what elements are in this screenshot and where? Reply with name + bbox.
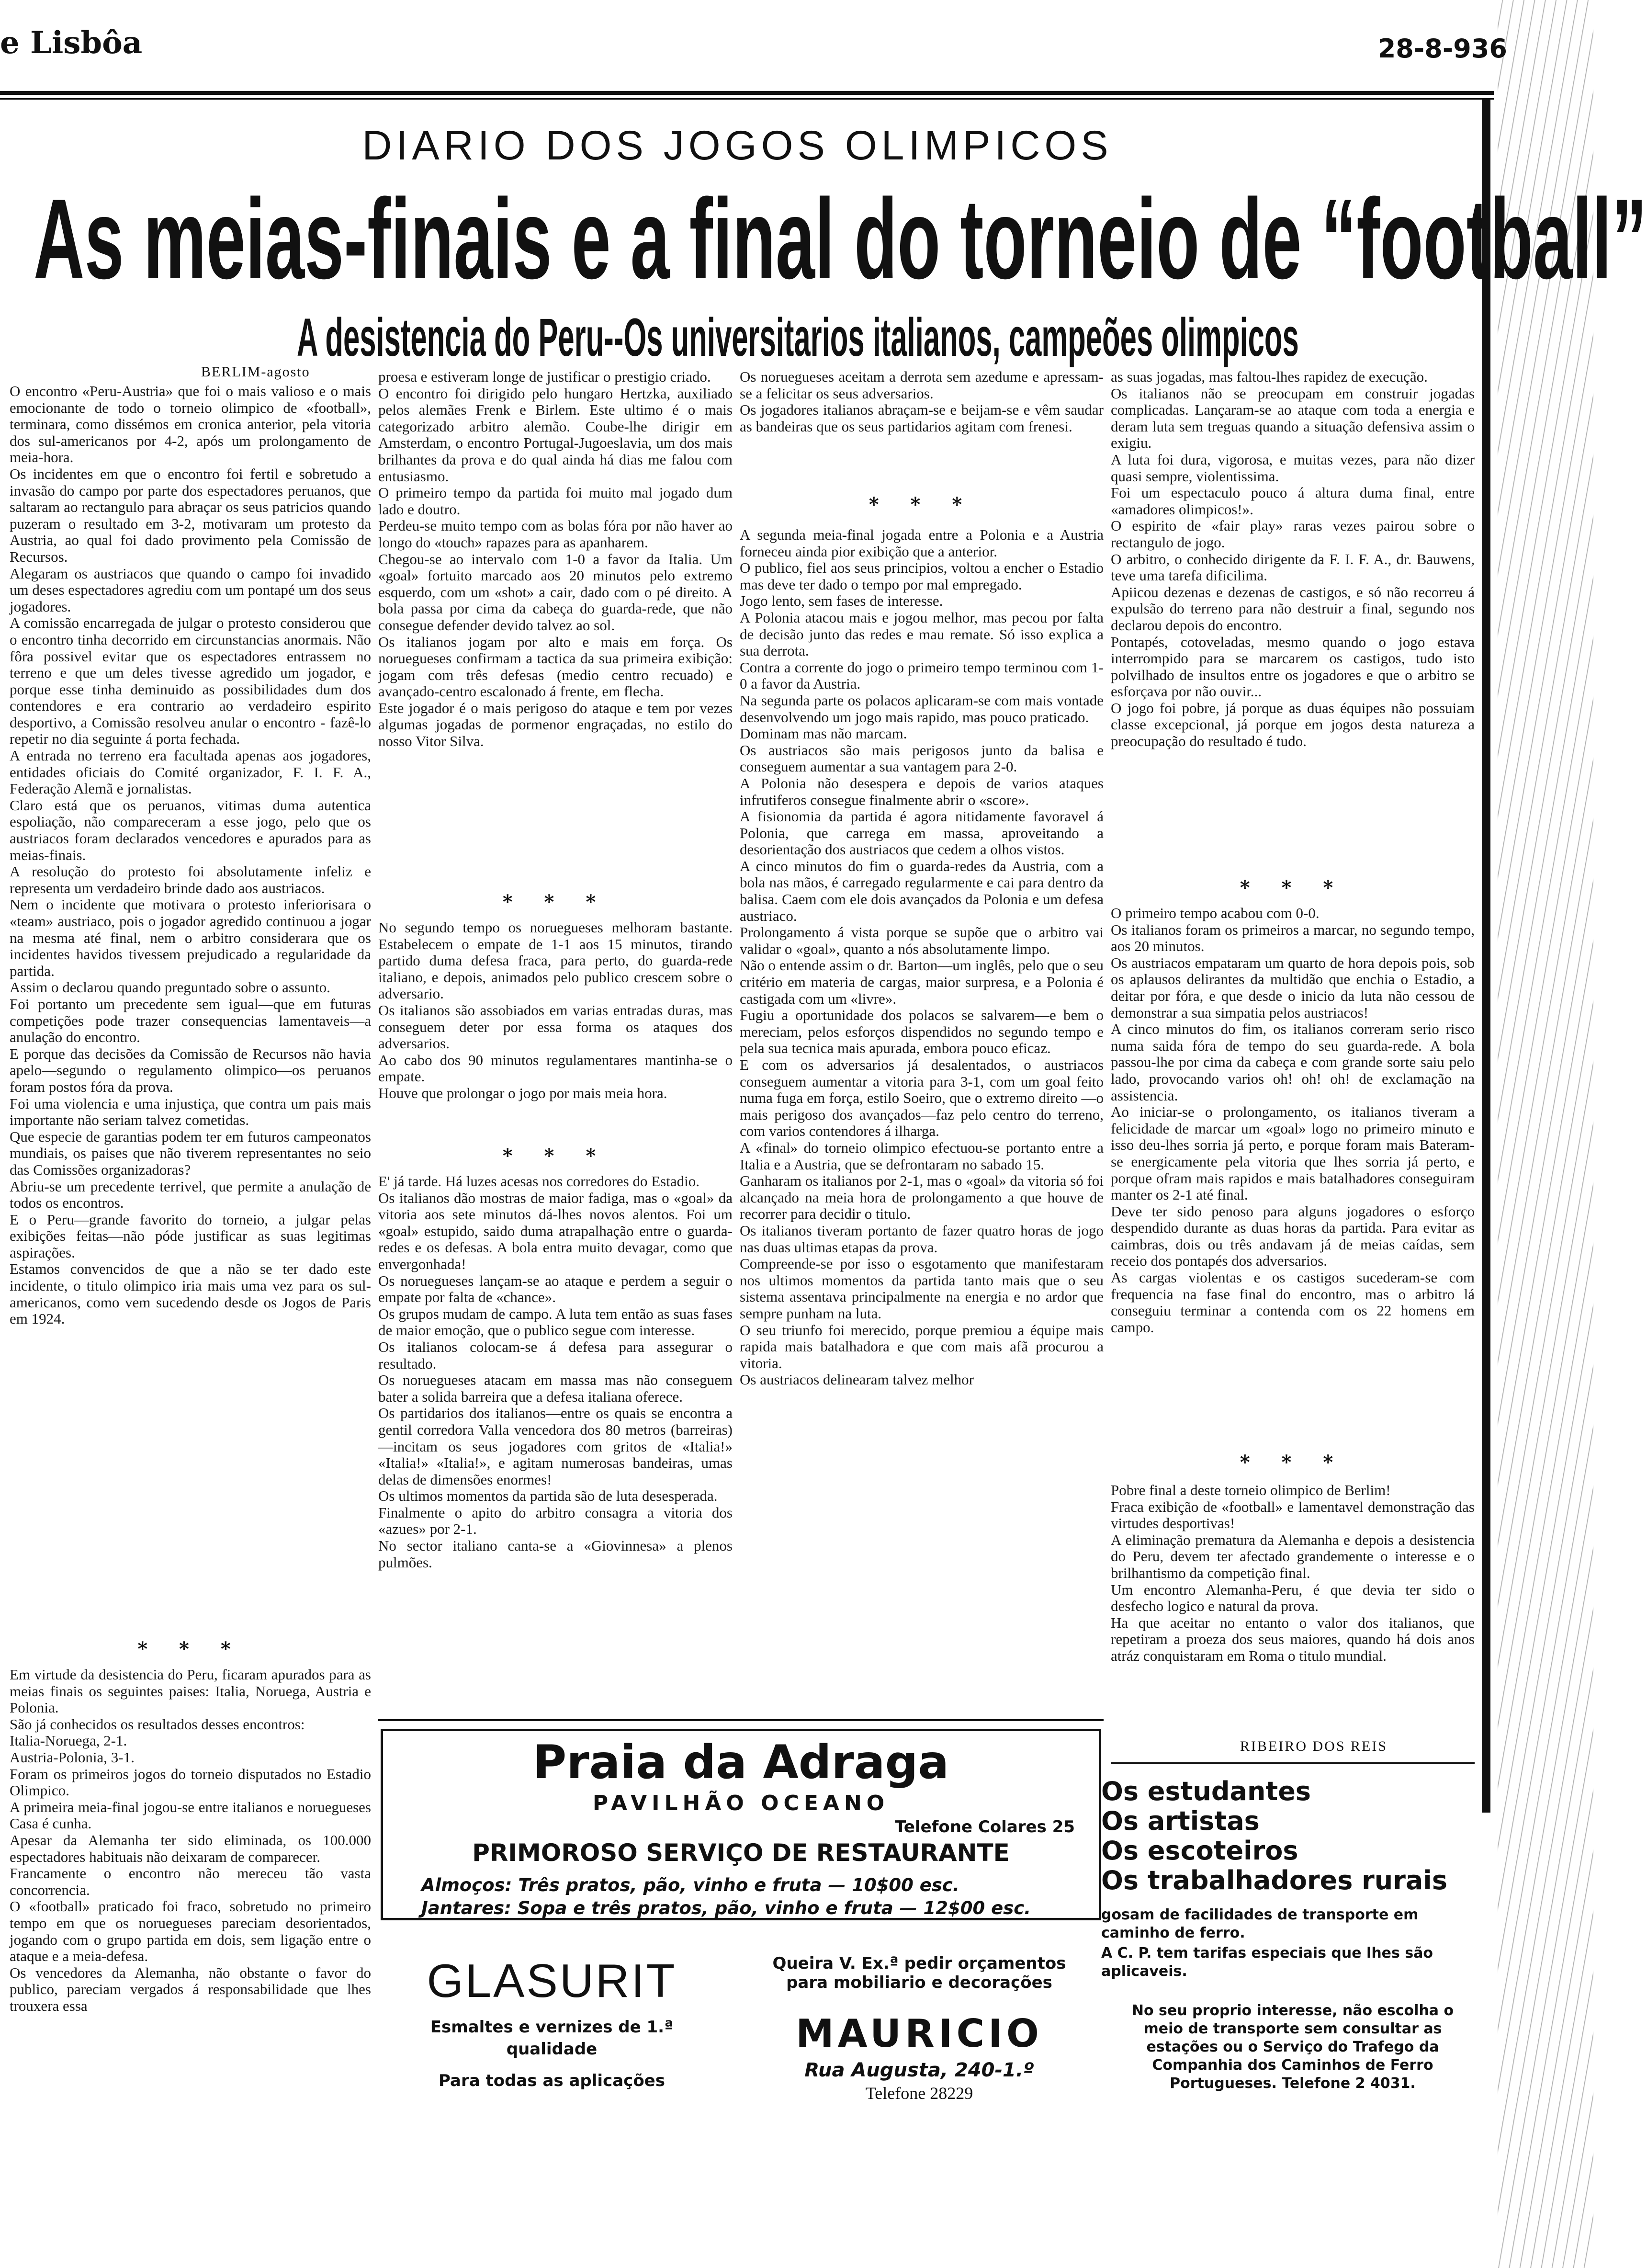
ad-mauricio-address: Rua Augusta, 240-1.º (804, 2059, 1034, 2081)
ad-adraga-service: PRIMOROSO SERVIÇO DE RESTAURANTE (472, 1839, 1010, 1867)
torn-page-edge (1498, 0, 1593, 2268)
header-rule (0, 91, 1494, 95)
section-break-stars: * * * (869, 493, 975, 516)
byline-rule (1111, 1762, 1475, 1764)
section-break-stars: * * * (1240, 1451, 1346, 1474)
column-2-text-final: E' já tarde. Há luzes acesas nos corredores do Estadio. Os italianos dão mostras de maior fadiga, mas o «goal» da vitoria aos sete minutos dá-lhes novos alentos. Foi um «goal» estupido, saido duma atrapalhação entre o guarda-redes e os defesas. A bola entra muito devagar, como que envergonhada! Os noruegueses lançam-se ao ataque e perdem a seguir o empate por falta de «chance». Os grupos mudam de campo. A luta tem então as suas fases de maior emoção, que o publico segue com interesse. Os italianos colocam-se á defesa para assegurar o resultado. Os noruegueses atacam em massa mas não conseguem bater a solida barreira que a defesa italiana oferece. Os partidarios dos italianos—entre os quais se encontra a gentil corredora Valla vencedora dos 80 metros (barreiras)—incitam os seus jogadores com gritos de «Italia!» «Italia!» «Italia!», e agitam numerosas bandeiras, umas delas de dimensões enormes! Os ultimos momentos da partida são de luta desesperada. Finalmente o apito do arbitro consagra a vitoria dos «azues» por 2-1. No sector italiano canta-se a «Giovinnesa» a plenos pulmões. (378, 1173, 733, 1571)
column-4-text-continued: O primeiro tempo acabou com 0-0. Os italianos foram os primeiros a marcar, no segundo tempo, aos 20 minutos. Os austriacos empataram um quarto de hora depois pois, sob os aplausos delirantes da multidão que enchia o Estadio, a deitar por fóra, e que desde o inicio da luta não cessou de demonstrar a sua simpatia pelos austriacos! A cinco minutos do fim, os italianos correram serio risco numa saida fóra de tempo do seu guarda-rede. A bola passou-lhe por cima da cabeça e com grande sorte saiu pelo lado, provocando varios oh! oh! oh! de exclamação na assistencia. Ao iniciar-se o prolongamento, os italianos tiveram a felicidade de marcar um «goal» logo no primeiro minuto e isso deu-lhes sorria já perto, e porque foram mais Bateram-se energicamente pela vitoria que lhes sorria já perto, e porque ofram mais rapidos e mais batalhadores conseguiram manter os 2-1 até final. Deve ter sido penoso para alguns jogadores o esforço despendido durante as duas horas da partida. Para evitar as caimbras, dois ou três andavam já de meias caídas, sem receio dos pontapés dos adversarios. As cargas violentas e os castigos sucederam-se com frequencia na fase final do encontro, mas o arbitro lá conseguiu terminar a contenda com os 22 homens em campo. (1111, 905, 1475, 1336)
column-4-text: as suas jogadas, mas faltou-lhes rapidez de execução. Os italianos não se preocupam em construir jogadas complicadas. Lançaram-se ao ataque com toda a energia e deram luta sem treguas quando a situação defensiva assim o exigiu. A luta foi dura, vigorosa, e muitas vezes, para não dizer quasi sempre, violentissima. Foi um espectaculo pouco á altura duma final, entre «amadores olimpicos!». O espirito de «fair play» raras vezes pairou sobre o rectangulo de jogo. O arbitro, o conhecido dirigente da F. I. F. A., dr. Bauwens, teve uma tarefa dificilima. Apiicou dezenas e dezenas de castigos, e só não recorreu á expulsão do terreno para não destruir a final, segundo nos declarou depois do encontro. Pontapés, cotoveladas, mesmo quando o jogo estava interrompido para se marcarem os castigos, tudo isto polvilhado de insultos entre os jogadores e que o arbitro se esforçava por não ouvir... O jogo foi pobre, já porque as duas équipes não possuiam classe excepcional, já porque em jogos desta natureza a preocupação do resultado é tudo. (1111, 368, 1475, 750)
section-break-stars: * * * (1240, 876, 1346, 899)
ad-cp-line-workers: Os trabalhadores rurais (1101, 1865, 1447, 1895)
column-3-text: Os noruegueses aceitam a derrota sem azedume e apressam-se a felicitar os seus adversarios. Os jogadores italianos abraçam-se e beijam-se e vêm saudar as bandeiras que os seus partidarios agitam com frenesi. (740, 368, 1104, 435)
ad-cp-line-students: Os estudantes (1101, 1776, 1311, 1806)
column-1-text: O encontro «Peru-Austria» que foi o mais valioso e o mais emocionante de todo o torneio olimpico de «football», terminara, como dissémos em cronica anterior, pela vitoria dos sul-americanos por 4-2, após um prolongamento de meia-hora. Os incidentes em que o encontro foi fertil e sobretudo a invasão do campo por parte dos espectadores peruanos, que saltaram ao rectangulo para abraçar os seus patricios quando puzeram o resultado em 3-2, motivaram um protesto da Austria, ao qual foi dado provimento pela Comissão de Recursos. Alegaram os austriacos que quando o campo foi invadido um deses espectadores agrediu com um pontapé um dos seus jogadores. A comissão encarregada de julgar o protesto considerou que o encontro tinha decorrido em circunstancias anormais. Não fôra possivel evitar que os espectadores entrassem no terreno e que um deles tivesse agredido um jogador, e porque esse tinha deminuido as possibilidades dum dos contendores e era contrario ao verdadeiro espirito desportivo, a Comissão resolveu anular o encontro - fazê-lo repetir no dia seguinte á porta fechada. A entrada no terreno era facultada apenas aos jogadores, entidades oficiais do Comité organizador, F. I. F. A., Federação Alemã e jornalistas. Claro está que os peruanos, vitimas duma autentica espoliação, não compareceram a esse jogo, pelo que os austriacos foram declarados vencedores e apurados para as meias-finais. A resolução do protesto foi absolutamente infeliz e representa um verdadeiro brinde dado aos austriacos. Nem o incidente que motivara o protesto inferiorisara o «team» austriaco, pois o jogador agredido continuou a jogar na mesma até final, nem o arbitro considerara que os incidentes havidos tivessem prejudicado a regularidade da partida. Assim o declarou quando preguntado sobre o assunto. Foi portanto um precedente sem igual—que em futuras competições pode trazer consequencias lamentaveis—a anulação do encontro. E porque das decisões da Comissão de Recursos não havia apelo—segundo o regulamento olimpico—os peruanos foram postos fóra da prova. Foi uma violencia e uma injustiça, que contra um pais mais importante não seriam talvez cometidas. Que especie de garantias podem ter em futuros campeonatos mundiais, os paises que não tiverem representantes no seio das Comissões organizadoras? Abriu-se um precedente terrivel, que permite a anulação de todos os encontros. E o Peru—grande favorito do torneio, a julgar pelas exibições feitas—não póde justificar as suas legitimas aspirações. Estamos convencidos de que a não se ter dado este incidente, o titulo olimpico iria mais uma vez para os sul-americanos, como vem sucedendo desde os Jogos de Paris em 1924. (10, 383, 372, 1327)
dateline: BERLIM-agosto (201, 364, 310, 380)
subheadline: A desistencia do Peru--Os universitarios italianos, campeões olimpicos (297, 307, 1299, 367)
ad-cp-body3: No seu proprio interesse, não escolha o meio de transporte sem consultar as estações ou o Serviço do Trafego da Companhia dos Caminhos de Ferro Portugueses. Telefone 2 4031. (1131, 2002, 1454, 2092)
section-break-stars: * * * (502, 891, 609, 913)
ad-caminhos-de-ferro (1101, 1777, 1484, 2160)
ad-cp-line-scouts: Os escoteiros (1101, 1836, 1298, 1866)
ad-adraga-dinner: Jantares: Sopa e três pratos, pão, vinho e fruta — 12$00 esc. (421, 1898, 1031, 1918)
ad-mauricio-name: MAURICIO (796, 2011, 1043, 2056)
ad-mauricio-intro: Queira V. Ex.ª pedir orçamentos para mobiliario e decorações (772, 1954, 1066, 1992)
section-break-stars: * * * (137, 1638, 243, 1660)
headline-box (0, 176, 1647, 303)
column-4-text-final: Pobre final a deste torneio olimpico de Berlim! Fraca exibição de «football» e lamentavel demonstração das virtudes desportivas! A eliminação prematura da Alemanha e depois a desistencia do Peru, devem ter afectado grandemente o interesse e o brilhantismo da competição final. Um encontro Alemanha-Peru, é que devia ter sido o desfecho logico e natural da prova. Ha que aceitar no entanto o valor dos italianos, que repetiram a proeza dos seus maiores, quando há dois anos atráz conquistaram em Roma o titulo mundial. (1111, 1482, 1475, 1664)
ad-adraga-phone: Telefone Colares 25 (895, 1817, 1075, 1837)
section-title: DIARIO DOS JOGOS OLIMPICOS (362, 123, 1113, 169)
ad-cp-line-artists: Os artistas (1101, 1806, 1260, 1836)
ad-mauricio (737, 1954, 1101, 2112)
ad-glasurit-line1: Esmaltes e vernizes de 1.ª qualidade (430, 2018, 674, 2059)
ads-top-rule (378, 1719, 1104, 1721)
ad-praia-da-adraga (381, 1729, 1101, 1920)
section-break-stars: * * * (502, 1145, 609, 1167)
ad-cp-body1: gosam de facilidades de transporte em caminho de ferro. (1101, 1906, 1419, 1941)
ad-glasurit-brand: GLASURIT (427, 1954, 677, 2007)
ad-glasurit-line2: Para todas as aplicações (439, 2071, 665, 2090)
byline: RIBEIRO DOS REIS (1240, 1738, 1388, 1754)
ad-adraga-title: Praia da Adraga (532, 1735, 949, 1789)
column-3-text-continued: A segunda meia-final jogada entre a Polonia e a Austria forneceu ainda pior exibição que a anterior. O publico, fiel aos seus principios, voltou a encher o Estadio mas deve ter dado o tempo por mal empregado. Jogo lento, sem fases de interesse. A Polonia atacou mais e jogou melhor, mas pecou por falta de decisão junto das redes e mau remate. Só isso explica a sua derrota. Contra a corrente do jogo o primeiro tempo terminou com 1-0 a favor da Austria. Na segunda parte os polacos aplicaram-se com mais vontade desenvolvendo um jogo mais rapido, mas pouco praticado. Dominam mas não marcam. Os austriacos são mais perigosos junto da balisa e conseguem aumentar a sua vantagem para 2-0. A Polonia não desespera e depois de varios ataques infrutiferos consegue finalmente abrir o «score». A fisionomia da partida é agora nitidamente favoravel á Polonia, que carrega em massa, aproveitando a desorientação dos austriacos que cedem a olhos vistos. A cinco minutos do fim o guarda-redes da Austria, com a bola nas mãos, é carregado regularmente e cai para dentro da balisa. Caem com ele dois avançados da Polonia e um defesa austriaco. Prolongamento á vista porque se supõe que o arbitro vai validar o «goal», quanto a nós absolutamente limpo. Não o entende assim o dr. Barton—um inglês, pelo que o seu critério em materia de cargas, maior surpresa, e a Polonia é castigada com um «livre». Fugiu a oportunidade dos polacos se salvarem—e bem o mereciam, pelos esforços dispendidos no segundo tempo e pela sua tecnica mais apurada, embora pouco eficaz. E com os adversarios já desalentados, o austriacos conseguem aumentar a vitoria para 3-1, com um goal feito numa fuga em força, estilo Soeiro, que o extremo direito —o mais perigoso dos avançados—faz pelo centro do terreno, com varios contendores á ilharga. A «final» do torneio olimpico efectuou-se portanto entre a Italia e a Austria, que se defrontaram no sabado 15. Ganharam os italianos por 2-1, mas o «goal» da vitoria só foi alcançado na meia hora de prolongamento a que houve de recorrer para decidir o titulo. Os italianos tiveram portanto de fazer quatro horas de jogo nas duas ultimas etapas da prova. Compreende-se por isso o esgotamento que manifestaram nos ultimos momentos da partida tanto mais que o seu sistema assentava principalmente na energia e no ardor que sempre punham na luta. O seu triunfo foi merecido, porque premiou a équipe mais rapida mais batalhadora e que com mais afã procurou a vitoria. Os austriacos delinearam talvez melhor (740, 526, 1104, 1388)
header-rule-thin (0, 98, 1494, 100)
issue-date: 28-8-936 (1377, 34, 1507, 64)
column-2-text-continued: No segundo tempo os noruegueses melhoram bastante. Estabelecem o empate de 1-1 aos 15 minutos, tirando partido duma defesa fraca, para perto, do guarda-rede italiano, e depois, animados pelo publico crescem sobre o adversario. Os italianos são assobiados em varias entradas duras, mas conseguem deter por essa forma os ataques dos adversarios. Ao cabo dos 90 minutos regulamentares mantinha-se o empate. Houve que prolongar o jogo por mais meia hora. (378, 919, 733, 1101)
ad-mauricio-phone: Telefone 28229 (865, 2084, 973, 2103)
masthead: e Lisbôa (0, 25, 143, 61)
page-right-rule (1482, 98, 1490, 1813)
ad-adraga-pavilion: PAVILHÃO OCEANO (592, 1791, 890, 1815)
subheadline-box (0, 306, 1479, 369)
column-1-text-continued: Em virtude da desistencia do Peru, ficaram apurados para as meias finais os seguintes paises: Italia, Noruega, Austria e Polonia. São já conhecidos os resultados desses encontros: Italia-Noruega, 2-1. Austria-Polonia, 3-1. Foram os primeiros jogos do torneio disputados no Estadio Olimpico. A primeira meia-final jogou-se entre italianos e noruegueses Casa é cunha. Apesar da Alemanha ter sido eliminada, os 100.000 espectadores habituais não deixaram de comparecer. Francamente o encontro não mereceu tão vasta concorrencia. O «football» praticado foi fraco, sobretudo no primeiro tempo em que os noruegueses pareciam desorientados, jogando com o grupo partida em dois, sem ligação entre o ataque e a meia-defesa. Os vencedores da Alemanha, não obstante o favor do publico, pareciam vergados á responsabilidade que lhes trouxera essa (10, 1666, 371, 2014)
headline: As meias-finais e a final do torneio de “football” (34, 176, 1647, 303)
column-2-text: proesa e estiveram longe de justificar o prestigio criado. O encontro foi dirigido pelo hungaro Hertzka, auxiliado pelos alemães Frenk e Birlem. Este ultimo é o mais categorizado arbitro alemão. Coube-lhe dirigir em Amsterdam, o encontro Portugal-Jugoeslavia, um dos mais brilhantes da prova e do qual ainda há dias me falou com entusiasmo. O primeiro tempo da partida foi muito mal jogado dum lado e doutro. Perdeu-se muito tempo com as bolas fóra por não haver ao longo do «touch» rapazes para as apanharem. Chegou-se ao intervalo com 1-0 a favor da Italia. Um «goal» fortuito marcado aos 20 minutos pelo extremo esquerdo, com um «shot» a cair, dado com o pé direito. A bola passa por cima da cabeça do guarda-rede, que não consegue defender devido talvez ao sol. Os italianos jogam por alto e mais em força. Os noruegueses confirmam a tactica da sua primeira exibição: jogam com três defesas (medio centro recuado) e avançado-centro escalonado á frente, em flecha. Este jogador é o mais perigoso do ataque e tem por vezes algumas jogadas de pormenor engraçadas, no estilo do nosso Vitor Silva. (378, 368, 733, 750)
ad-glasurit (381, 1954, 723, 2112)
ad-adraga-lunch: Almoços: Três pratos, pão, vinho e fruta — 10$00 esc. (421, 1875, 959, 1895)
ad-cp-body2: A C. P. tem tarifas especiais que lhes são aplicaveis. (1101, 1945, 1433, 1980)
